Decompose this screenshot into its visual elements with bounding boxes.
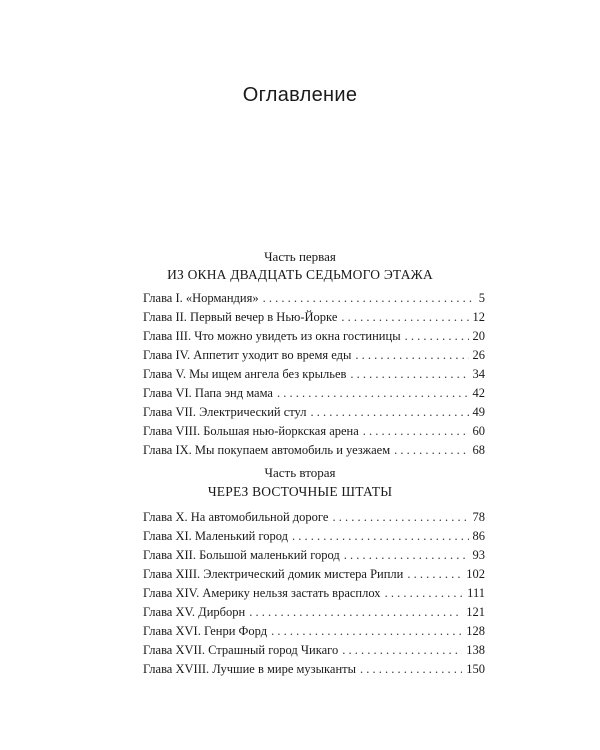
toc-entry-page: 34 [472, 367, 485, 381]
dot-leader [342, 641, 462, 660]
toc-entry-chapter-17[interactable] [143, 641, 485, 660]
toc-entry-page: 128 [466, 624, 485, 638]
dot-leader [405, 327, 469, 346]
toc-entry-label: Глава II. Первый вечер в Нью-Йорке [143, 310, 338, 324]
dot-leader [350, 365, 468, 384]
toc-entry-page: 20 [472, 329, 485, 343]
toc-entry-page: 111 [467, 586, 485, 600]
toc-entry-label: Глава XIV. Америку нельзя застать врасплох [143, 586, 381, 600]
dot-leader [292, 527, 468, 546]
toc-entry-page: 150 [466, 662, 485, 676]
toc-entry-label: Глава XII. Большой маленький город [143, 548, 340, 562]
toc-entry-chapter-13[interactable] [143, 565, 485, 584]
page-title: Оглавление [242, 84, 358, 106]
toc-entry-label: Глава IV. Аппетит уходит во время еды [143, 348, 352, 362]
toc-entry-chapter-7[interactable] [143, 403, 485, 422]
toc-entry-chapter-6[interactable] [143, 384, 485, 403]
toc-entry-page: 42 [472, 386, 485, 400]
toc-entry-chapter-15[interactable] [143, 603, 485, 622]
toc-entry-chapter-11[interactable] [143, 527, 485, 546]
toc-entry-page: 12 [472, 310, 485, 324]
toc-entry-chapter-1[interactable] [143, 289, 485, 308]
dot-leader [310, 403, 468, 422]
part-2-subtitle: ЧЕРЕЗ ВОСТОЧНЫЕ ШТАТЫ [207, 484, 393, 499]
toc-entry-label: Глава X. На автомобильной дороге [143, 510, 329, 524]
toc-entry-page: 78 [472, 510, 485, 524]
toc-entry-chapter-16[interactable] [143, 622, 485, 641]
toc-entry-label: Глава XV. Дирборн [143, 605, 246, 619]
toc-entry-label: Глава V. Мы ищем ангела без крыльев [143, 367, 347, 381]
part-2-header: Часть вторая [264, 465, 336, 480]
dot-leader [360, 660, 462, 679]
toc-entry-label: Глава XVI. Генри Форд [143, 624, 268, 638]
toc-entry-label: Глава XI. Маленький город [143, 529, 289, 543]
toc-entry-label: Глава XVII. Страшный город Чикаго [143, 643, 339, 657]
dot-leader [263, 289, 475, 308]
part-2-toc-list [143, 508, 485, 679]
toc-entry-label: Глава VI. Папа энд мама [143, 386, 273, 400]
toc-entry-chapter-2[interactable] [143, 308, 485, 327]
dot-leader [277, 384, 469, 403]
dot-leader [332, 508, 468, 527]
part-1-toc-list [143, 289, 485, 460]
dot-leader [407, 565, 462, 584]
toc-entry-chapter-10[interactable] [143, 508, 485, 527]
toc-entry-chapter-9[interactable] [143, 441, 485, 460]
toc-entry-chapter-14[interactable] [143, 584, 485, 603]
toc-entry-label: Глава XVIII. Лучшие в мире музыканты [143, 662, 356, 676]
toc-entry-chapter-18[interactable] [143, 660, 485, 679]
part-1-subtitle: ИЗ ОКНА ДВАДЦАТЬ СЕДЬМОГО ЭТАЖА [167, 267, 433, 282]
toc-entry-page: 60 [472, 424, 485, 438]
toc-entry-page: 138 [466, 643, 485, 657]
toc-entry-chapter-4[interactable] [143, 346, 485, 365]
dot-leader [271, 622, 462, 641]
dot-leader [385, 584, 464, 603]
toc-entry-page: 49 [472, 405, 485, 419]
dot-leader [394, 441, 468, 460]
toc-entry-label: Глава XIII. Электрический домик мистера Рипли [143, 567, 404, 581]
toc-entry-page: 102 [466, 567, 485, 581]
toc-entry-label: Глава I. «Нормандия» [143, 291, 259, 305]
toc-entry-page: 5 [478, 291, 485, 305]
toc-entry-page: 68 [472, 443, 485, 457]
dot-leader [363, 422, 469, 441]
part-1-header: Часть первая [264, 249, 336, 264]
dot-leader [344, 546, 469, 565]
toc-entry-label: Глава IX. Мы покупаем автомобиль и уезжаем [143, 443, 391, 457]
toc-entry-chapter-8[interactable] [143, 422, 485, 441]
toc-entry-page: 26 [472, 348, 485, 362]
dot-leader [341, 308, 468, 327]
dot-leader [355, 346, 468, 365]
toc-entry-label: Глава VII. Электрический стул [143, 405, 307, 419]
toc-entry-chapter-12[interactable] [143, 546, 485, 565]
toc-entry-label: Глава VIII. Большая нью-йоркская арена [143, 424, 359, 438]
toc-entry-page: 121 [466, 605, 485, 619]
toc-entry-page: 86 [472, 529, 485, 543]
toc-entry-label: Глава III. Что можно увидеть из окна гостиницы [143, 329, 401, 343]
toc-entry-page: 93 [472, 548, 485, 562]
toc-entry-chapter-5[interactable] [143, 365, 485, 384]
toc-entry-chapter-3[interactable] [143, 327, 485, 346]
dot-leader [249, 603, 462, 622]
